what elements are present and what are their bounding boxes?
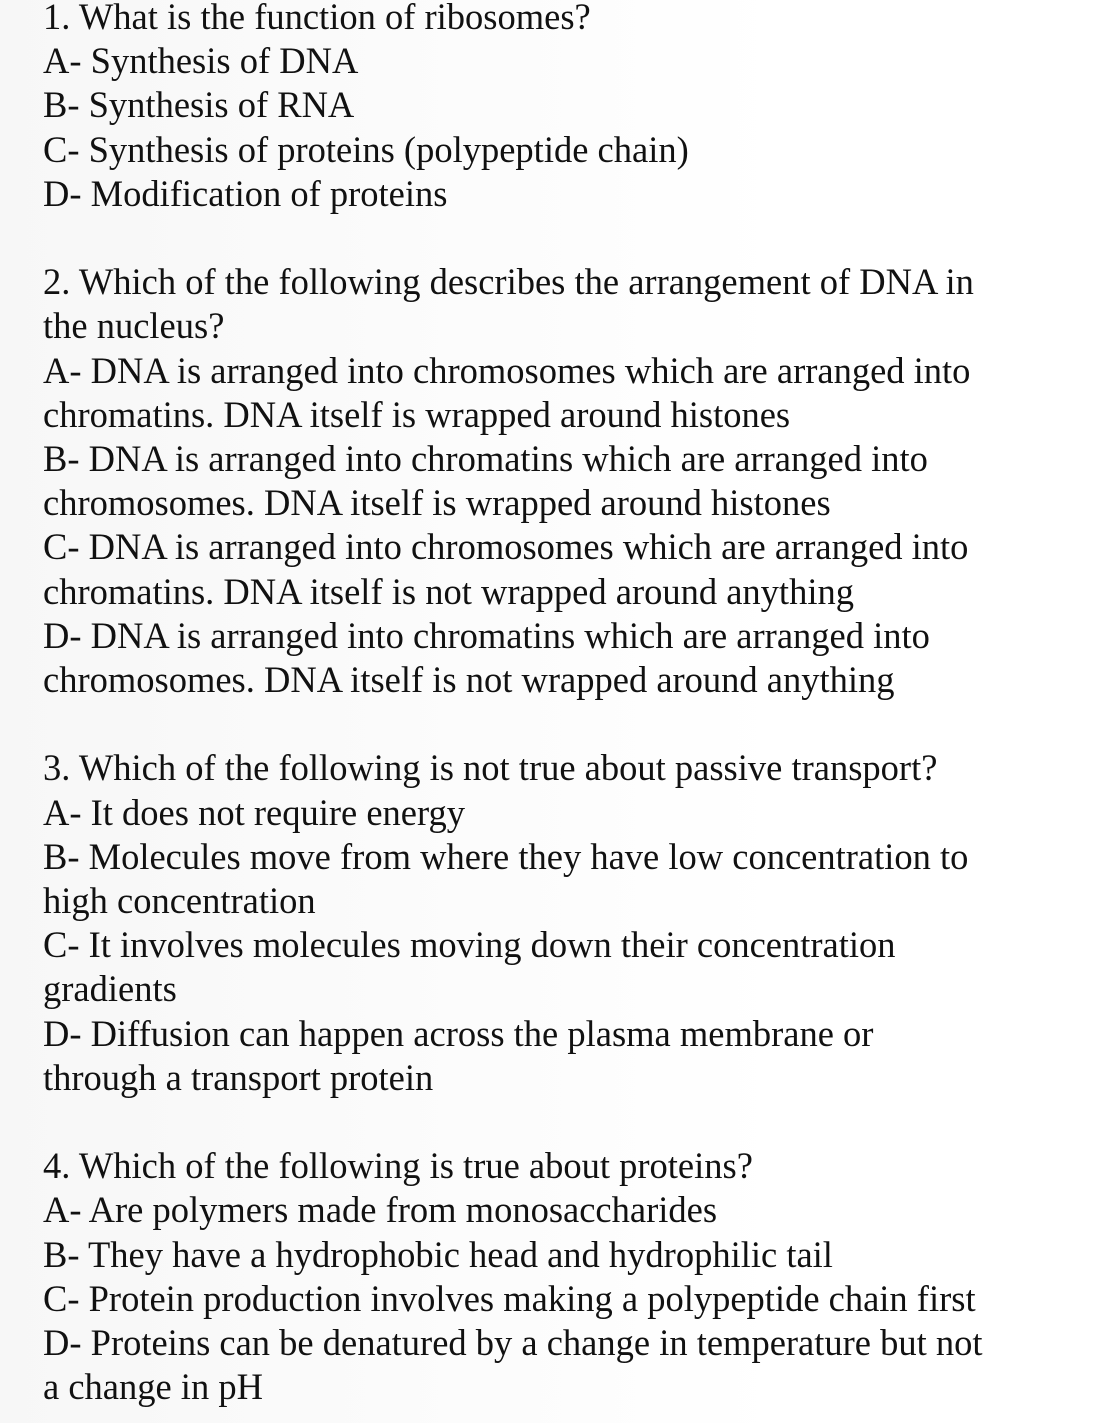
question-1-option-d: D- Modification of proteins xyxy=(43,172,448,214)
question-3-option-a: A- It does not require energy xyxy=(43,791,465,833)
question-3-option-d-line-1: D- Diffusion can happen across the plasma membrane or xyxy=(43,1012,874,1054)
question-3-option-b-line-2: high concentration xyxy=(43,880,316,922)
question-2-option-d-line-2: chromosomes. DNA itself is not wrapped around anything xyxy=(43,659,895,701)
question-4-option-a: A- Are polymers made from monosaccharides xyxy=(43,1189,718,1231)
question-4-option-d-line-2: a change in pH xyxy=(43,1366,263,1408)
question-2-option-d-line-1: D- DNA is arranged into chromatins which are arranged into xyxy=(43,614,930,656)
question-2-prompt-line-2: the nucleus? xyxy=(43,305,225,347)
question-2-option-c-line-1: C- DNA is arranged into chromosomes which are arranged into xyxy=(43,526,969,568)
question-2-option-a-line-2: chromatins. DNA itself is wrapped around histones xyxy=(43,393,791,435)
question-1-option-b: B- Synthesis of RNA xyxy=(43,84,355,126)
question-3 xyxy=(43,746,1103,1100)
question-1-option-c: C- Synthesis of proteins (polypeptide chain) xyxy=(43,128,689,170)
question-1-option-a: A- Synthesis of DNA xyxy=(43,40,359,82)
question-2-option-c-line-2: chromatins. DNA itself is not wrapped around anything xyxy=(43,570,854,612)
question-4 xyxy=(43,1144,1103,1409)
question-4-prompt-line-1: 4. Which of the following is true about proteins? xyxy=(43,1145,753,1187)
question-1 xyxy=(43,0,1103,216)
question-4-option-d-line-1: D- Proteins can be denatured by a change in temperature but not xyxy=(43,1322,983,1364)
question-4-option-c: C- Protein production involves making a polypeptide chain first xyxy=(43,1277,976,1319)
question-3-option-b-line-1: B- Molecules move from where they have low concentration to xyxy=(43,835,969,877)
question-3-option-d-line-2: through a transport protein xyxy=(43,1056,434,1098)
question-2-option-a-line-1: A- DNA is arranged into chromosomes which are arranged into xyxy=(43,349,971,391)
question-2-prompt-line-1: 2. Which of the following describes the arrangement of DNA in xyxy=(43,261,974,303)
question-1-prompt-line-1: 1. What is the function of ribosomes? xyxy=(43,0,591,37)
question-2-option-b-line-2: chromosomes. DNA itself is wrapped around histones xyxy=(43,482,831,524)
question-3-option-c-line-2: gradients xyxy=(43,968,177,1010)
question-2 xyxy=(43,260,1103,702)
question-3-option-c-line-1: C- It involves molecules moving down their concentration xyxy=(43,924,896,966)
question-2-option-b-line-1: B- DNA is arranged into chromatins which are arranged into xyxy=(43,438,928,480)
question-3-prompt-line-1: 3. Which of the following is not true about passive transport? xyxy=(43,747,938,789)
question-4-option-b: B- They have a hydrophobic head and hydrophilic tail xyxy=(43,1233,833,1275)
quiz-document xyxy=(43,0,1103,1409)
